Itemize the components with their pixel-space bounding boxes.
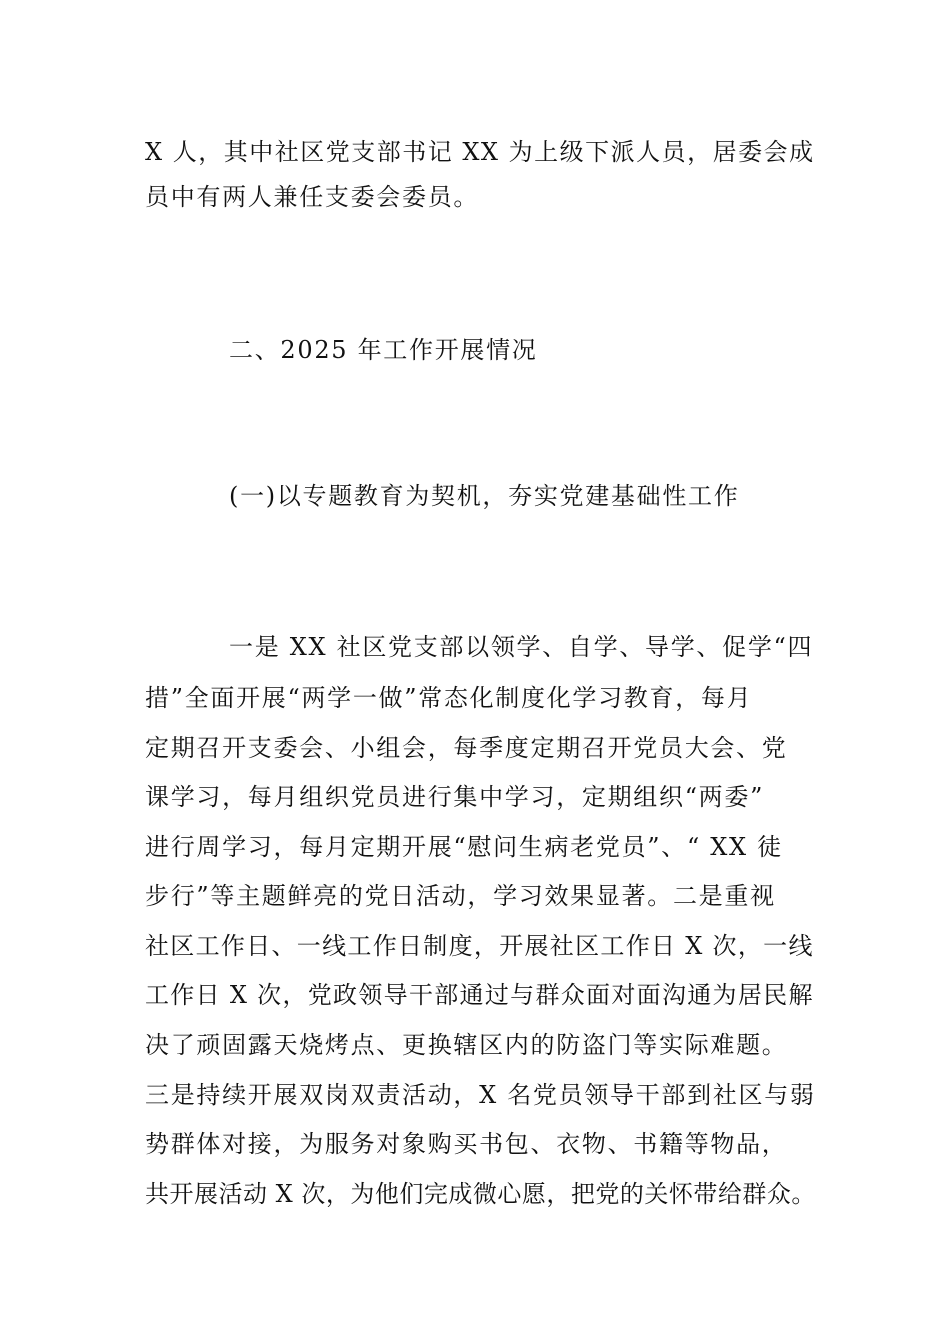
body-line-4: 课学习，每月组织党员进行集中学习，定期组织“两委” (145, 783, 765, 811)
section-heading: 二、2025 年工作开展情况 (229, 336, 538, 364)
body-line-5: 进行周学习，每月定期开展“慰问生病老党员”、“ XX 徒 (145, 833, 783, 861)
body-line-9: 决了顽固露天烧烤点、更换辖区内的防盗门等实际难题。 (145, 1031, 788, 1059)
intro-line-1: X 人，其中社区党支部书记 XX 为上级下派人员，居委会成 (145, 138, 815, 166)
body-line-2: 措”全面开展“两学一做”常态化制度化学习教育，每月 (145, 684, 753, 712)
body-line-11: 势群体对接，为服务对象购买书包、衣物、书籍等物品， (145, 1130, 788, 1158)
body-line-10: 三是持续开展双岗双责活动，X 名党员领导干部到社区与弱 (145, 1081, 816, 1109)
body-line-12: 共开展活动 X 次，为他们完成微心愿，把党的关怀带给群众。 (145, 1180, 816, 1208)
body-line-3: 定期召开支委会、小组会，每季度定期召开党员大会、党 (145, 734, 788, 762)
body-line-1: 一是 XX 社区党支部以领学、自学、导学、促学“四 (229, 633, 814, 661)
intro-line-2: 员中有两人兼任支委会委员。 (145, 183, 480, 211)
body-line-8: 工作日 X 次，党政领导干部通过与群众面对面沟通为居民解 (145, 981, 814, 1009)
body-line-7: 社区工作日、一线工作日制度，开展社区工作日 X 次，一线 (145, 932, 814, 960)
body-line-6: 步行”等主题鲜亮的党日活动，学习效果显著。二是重视 (145, 882, 776, 910)
subsection-heading: (一)以专题教育为契机，夯实党建基础性工作 (229, 482, 740, 510)
